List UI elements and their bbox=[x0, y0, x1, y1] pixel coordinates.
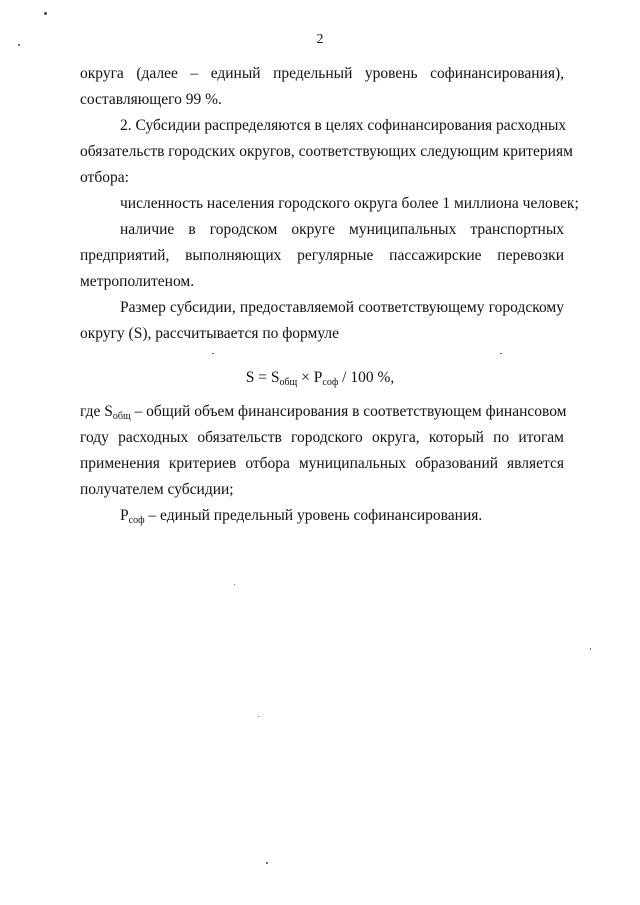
definition-line: $P_{соф}$ – единый предельный уровень софинансирования. bbox=[120, 507, 483, 526]
scan-speck bbox=[258, 716, 259, 717]
scan-speck bbox=[18, 44, 20, 46]
paragraph-line: метрополитеном. bbox=[80, 273, 195, 290]
scan-speck bbox=[266, 862, 268, 864]
paragraph-line: составляющего 99 %. bbox=[80, 91, 222, 108]
paragraph-line: получателем субсидии; bbox=[80, 481, 234, 498]
paragraph-line: Размер субсидии, предоставляемой соответствующему городскому bbox=[120, 299, 564, 316]
page-number: 2 bbox=[316, 32, 324, 47]
scan-speck bbox=[234, 584, 235, 585]
paragraph-line: 2. Субсидии распределяются в целях софинансирования расходных bbox=[120, 117, 567, 134]
formula: $S = S_{общ} \times P_{соф} / 100$ %, bbox=[245, 369, 395, 388]
scan-speck bbox=[590, 648, 591, 650]
paragraph-line: численность населения городского округа более 1 миллиона человек; bbox=[120, 195, 579, 212]
scan-speck bbox=[44, 12, 47, 15]
paragraph-line: отбора: bbox=[80, 169, 129, 186]
scan-speck bbox=[500, 353, 502, 354]
paragraph-line: наличие в городском округе муниципальных транспортных bbox=[120, 221, 564, 238]
paragraph-line: обязательств городских округов, соответствующих следующим критериям bbox=[80, 143, 573, 160]
paragraph-line: применения критериев отбора муниципальных образований является bbox=[80, 455, 564, 472]
paragraph-line: округу (S), рассчитывается по формуле bbox=[80, 325, 340, 342]
paragraph-line: году расходных обязательств городского округа, который по итогам bbox=[80, 429, 564, 446]
definition-line: где $S_{общ}$ – общий объем финансирования в соответствующем финансовом bbox=[80, 403, 567, 422]
paragraph-line: округа (далее – единый предельный уровень софинансирования), bbox=[80, 65, 564, 82]
paragraph-line: предприятий, выполняющих регулярные пассажирские перевозки bbox=[80, 247, 564, 264]
scan-speck bbox=[212, 353, 214, 354]
